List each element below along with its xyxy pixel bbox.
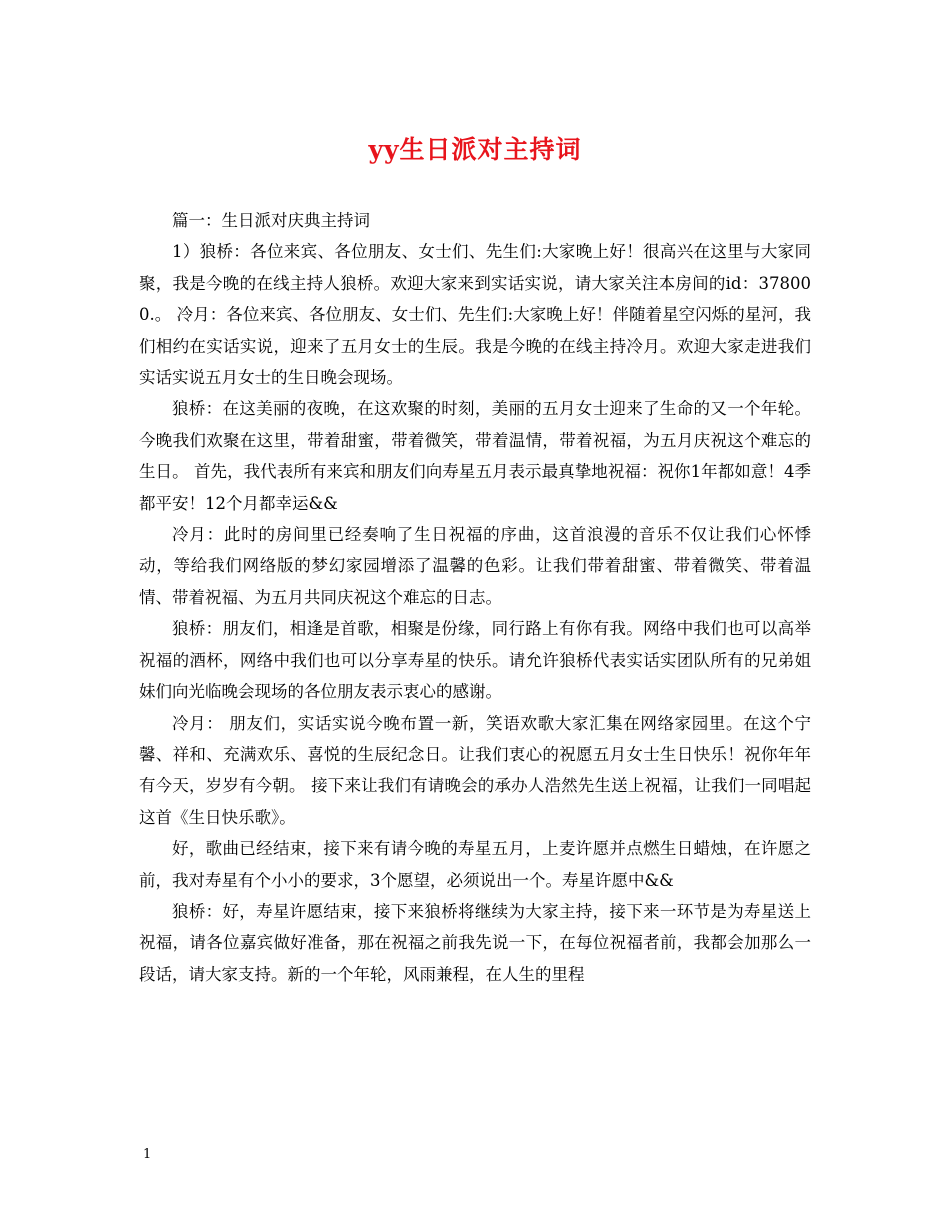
document-title: yy生日派对主持词 <box>368 135 582 164</box>
page-number: 1 <box>143 1147 152 1162</box>
paragraph: 冷月： 朋友们，实话实说今晚布置一新，笑语欢歌大家汇集在网络家园里。在这个宁馨、祥和、充满欢乐、喜悦的生辰纪念日。让我们衷心的祝愿五月女士生日快乐！祝你年年有今天，岁岁有今朝。 接下来让我们有请晚会的承办人浩然先生送上祝福，让我们一同唱起这首《生日快乐歌》。 <box>139 713 811 827</box>
document-body <box>139 205 811 990</box>
paragraph: 1）狼桥：各位来宾、各位朋友、女士们、先生们:大家晚上好！很高兴在这里与大家同聚，我是今晚的在线主持人狼桥。欢迎大家来到实话实说，请大家关注本房间的id：378000.。 冷月：各位来宾、各位朋友、女士们、先生们:大家晚上好！伴随着星空闪烁的星河，我们相约在实话实说，迎来了五月女士的生辰。我是今晚的在线主持冷月。欢迎大家走进我们实话实说五月女士的生日晚会现场。 <box>139 242 811 388</box>
paragraph: 狼桥：好，寿星许愿结束，接下来狼桥将继续为大家主持，接下来一环节是为寿星送上祝福，请各位嘉宾做好准备，那在祝福之前我先说一下，在每位祝福者前，我都会加那么一段话，请大家支持。新的一个年轮，风雨兼程，在人生的里程 <box>139 901 811 984</box>
paragraph: 狼桥：在这美丽的夜晚，在这欢聚的时刻，美丽的五月女士迎来了生命的又一个年轮。今晚我们欢聚在这里，带着甜蜜，带着微笑，带着温情，带着祝福，为五月庆祝这个难忘的生日。 首先，我代表所有来宾和朋友们向寿星五月表示最真挚地祝福：祝你1年都如意！4季都平安！12个月都幸运&& <box>139 399 811 513</box>
paragraph: 狼桥：朋友们，相逢是首歌，相聚是份缘，同行路上有你有我。网络中我们也可以高举祝福的酒杯，网络中我们也可以分享寿星的快乐。请允许狼桥代表实话实团队所有的兄弟姐妹们向光临晚会现场的各位朋友表示衷心的感谢。 <box>139 619 811 702</box>
section-heading: 篇一：生日派对庆典主持词 <box>172 211 370 230</box>
paragraph: 冷月：此时的房间里已经奏响了生日祝福的序曲，这首浪漫的音乐不仅让我们心怀悸动，等给我们网络版的梦幻家园增添了温馨的色彩。让我们带着甜蜜、带着微笑、带着温情、带着祝福、为五月共同庆祝这个难忘的日志。 <box>139 525 811 607</box>
paragraph: 好，歌曲已经结束，接下来有请今晚的寿星五月，上麦许愿并点燃生日蜡烛，在许愿之前，我对寿星有个小小的要求，3个愿望，必须说出一个。寿星许愿中&& <box>139 839 811 890</box>
